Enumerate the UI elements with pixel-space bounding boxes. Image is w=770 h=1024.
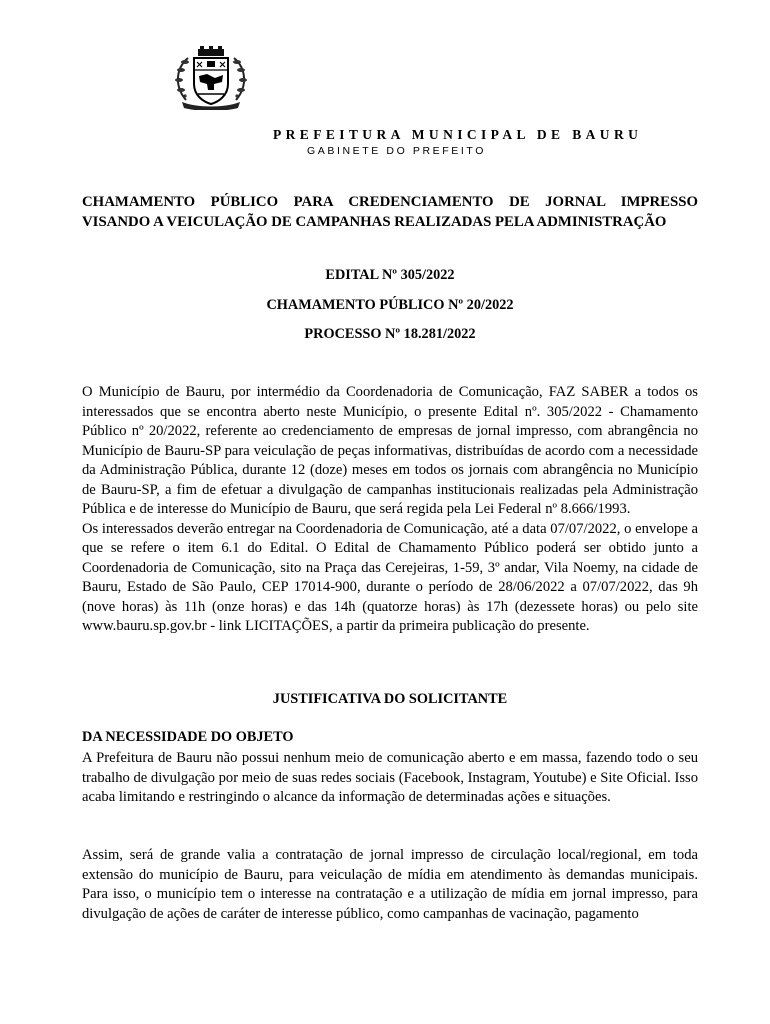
necessity-subheading: DA NECESSIDADE DO OBJETO <box>82 729 294 745</box>
chamamento-number: CHAMAMENTO PÚBLICO Nº 20/2022 <box>266 297 514 313</box>
notice-paragraph-1: O Município de Bauru, por intermédio da Coordenadoria de Comunicação, FAZ SABER a todos os interessados que se encontra aberto neste Município, o presente Edital nº. 305/2022 - Chamamento Público nº 20/2022, referente ao credenciamento de empresas de jornal impresso, com abrangência no Município de Bauru-SP para veiculação de peças informativas, distribuídas de acordo com a necessidade da Administração Pública, durante 12 (doze) meses em todos os jornais com abrangência no Município de Bauru-SP, a fim de efetuar a divulgação de campanhas institucionais realizadas pela Administração Pública e de interesse do Município de Bauru, que será regida pela Lei Federal nº 8.666/1993. <box>82 384 698 517</box>
institution-name: PREFEITURA MUNICIPAL DE BAURU <box>273 127 643 142</box>
justification-heading: JUSTIFICATIVA DO SOLICITANTE <box>272 691 508 707</box>
document-title-line-1: CHAMAMENTO PÚBLICO PARA CREDENCIAMENTO DE JORNAL IMPRESSO <box>82 194 698 210</box>
notice-body <box>82 383 698 637</box>
office-name: GABINETE DO PREFEITO <box>307 145 486 157</box>
processo-number: PROCESSO Nº 18.281/2022 <box>304 326 476 342</box>
document-title <box>82 192 698 232</box>
bauru-coat-of-arms-icon <box>172 46 250 110</box>
necessity-paragraph-1: A Prefeitura de Bauru não possui nenhum meio de comunicação aberto e em massa, fazendo todo o seu trabalho de divulgação por meio de suas redes sociais (Facebook, Instagram, Youtube) e Site Oficial. Isso acaba limitando e restringindo o alcance da informação de determinadas ações e situações. <box>82 750 698 805</box>
edital-number: EDITAL Nº 305/2022 <box>325 267 455 283</box>
necessity-paragraph-2: Assim, será de grande valia a contratação de jornal impresso de circulação local/regional, em toda extensão do município de Bauru, para veiculação de mídia em atendimento às demandas municipais. Para isso, o município tem o interesse na contratação e a utilização de mídia em jornal impresso, para divulgação de ações de caráter de interesse público, como campanhas de vacinação, pagamento <box>82 847 698 922</box>
notice-paragraph-2: Os interessados deverão entregar na Coordenadoria de Comunicação, até a data 07/07/2022, o envelope a que se refere o item 6.1 do Edital. O Edital de Chamamento Público poderá ser obtido junto a Coordenadoria de Comunicação, sito na Praça das Cerejeiras, 1-59, 3º andar, Vila Noemy, na cidade de Bauru, Estado de São Paulo, CEP 17014-900, durante o período de 28/06/2022 a 07/07/2022, das 9h (nove horas) às 11h (onze horas) e das 14h (quatorze horas) às 17h (dezessete horas) ou pelo site www.bauru.sp.gov.br - link LICITAÇÕES, a partir da primeira publicação do presente. <box>82 520 698 634</box>
document-title-line-2: VISANDO A VEICULAÇÃO DE CAMPANHAS REALIZADAS PELA ADMINISTRAÇÃO <box>82 214 667 230</box>
